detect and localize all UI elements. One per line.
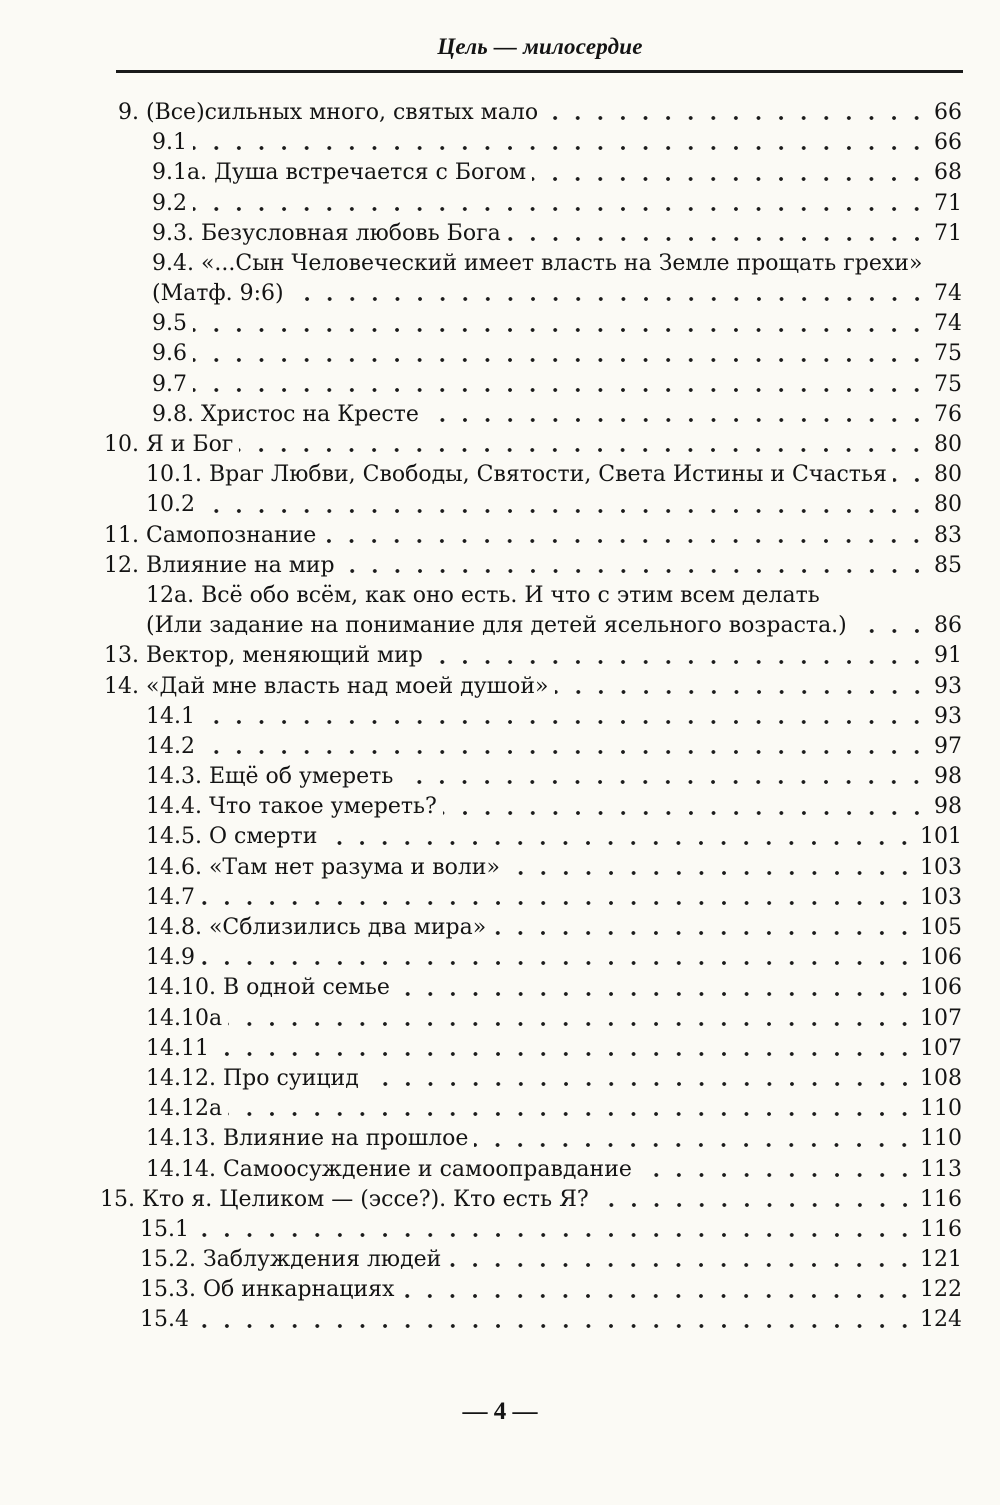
dot-leader (425, 417, 928, 423)
dot-leader (341, 568, 928, 574)
toc-entry-14-2[interactable] (0, 732, 1000, 762)
toc-entry-14-6[interactable] (0, 853, 1000, 883)
table-of-contents (0, 98, 1000, 1336)
toc-entry-9-1a[interactable] (0, 158, 1000, 188)
toc-page-number: 91 (934, 643, 962, 669)
toc-entry-14-7[interactable] (0, 883, 1000, 913)
toc-entry-title: 9.6 (152, 339, 191, 369)
toc-entry-title: 14.9 (146, 943, 199, 973)
dot-leader (544, 115, 928, 121)
toc-entry-title: 15.1 (140, 1215, 193, 1245)
toc-page-number: 97 (934, 733, 962, 759)
toc-entry-13[interactable] (0, 641, 1000, 671)
dot-leader (638, 1172, 916, 1178)
toc-page-number: 107 (920, 1005, 962, 1031)
dot-leader (893, 477, 928, 483)
dot-leader (193, 357, 928, 363)
dot-leader (555, 689, 929, 695)
toc-page-number: 76 (934, 401, 962, 427)
toc-entry-14-1[interactable] (0, 702, 1000, 732)
toc-entry-title: 14.12а (146, 1094, 226, 1124)
dot-leader (193, 206, 928, 212)
toc-page-number: 122 (920, 1277, 962, 1303)
toc-page-number: 103 (920, 854, 962, 880)
toc-page-number: 98 (934, 794, 962, 820)
toc-entry-14-4[interactable] (0, 792, 1000, 822)
dot-leader (443, 810, 928, 816)
dot-leader (195, 1323, 916, 1329)
toc-page-number: 106 (920, 945, 962, 971)
toc-page-number: 103 (920, 884, 962, 910)
dot-leader (507, 236, 928, 242)
toc-page-number: 110 (920, 1126, 962, 1152)
toc-entry-9[interactable] (0, 98, 1000, 128)
toc-page-number: 68 (934, 160, 962, 186)
toc-entry-title: 9.8. Христос на Кресте (152, 400, 423, 430)
toc-entry-title: 9.1 (152, 128, 191, 158)
toc-entry-10-1[interactable] (0, 460, 1000, 490)
toc-entry-14[interactable] (0, 672, 1000, 702)
toc-page-number: 116 (920, 1186, 962, 1212)
toc-entry-9-7[interactable] (0, 370, 1000, 400)
toc-entry-title: 14.8. «Сблизились два мира» (146, 913, 490, 943)
toc-entry-title: 12. Влияние на мир (104, 551, 339, 581)
toc-entry-15-3[interactable] (0, 1275, 1000, 1305)
toc-page-number: 66 (934, 130, 962, 156)
toc-entry-14-9[interactable] (0, 943, 1000, 973)
dot-leader (474, 1142, 916, 1148)
toc-entry-title: 15.3. Об инкарнациях (140, 1275, 398, 1305)
toc-entry-title: 12а. Всё обо всём, как оно есть. И что с этим всем делать (146, 583, 820, 608)
toc-entry-9-3[interactable] (0, 219, 1000, 249)
toc-entry-title: 9.3. Безусловная любовь Бога (152, 219, 505, 249)
toc-entry-11[interactable] (0, 521, 1000, 551)
dot-leader (322, 538, 928, 544)
toc-entry-title: 14. «Дай мне власть над моей душой» (104, 672, 553, 702)
toc-entry-title: 9.2 (152, 189, 191, 219)
dot-leader (201, 900, 916, 906)
toc-entry-title: 14.13. Влияние на прошлое (146, 1124, 472, 1154)
toc-entry-9-4-title-line[interactable] (0, 249, 1000, 279)
toc-entry-title: 15.4 (140, 1305, 193, 1335)
toc-entry-title: 14.1 (146, 702, 199, 732)
toc-entry-15[interactable] (0, 1185, 1000, 1215)
dot-leader (228, 1021, 916, 1027)
toc-entry-14-3[interactable] (0, 762, 1000, 792)
toc-entry-title: 10. Я и Бог (104, 430, 237, 460)
toc-entry-9-4[interactable] (0, 279, 1000, 309)
dot-leader (201, 749, 928, 755)
toc-entry-title: 15. Кто я. Целиком — (эссе?). Кто есть Я? (100, 1185, 593, 1215)
toc-entry-title: 14.2 (146, 732, 199, 762)
toc-entry-15-2[interactable] (0, 1245, 1000, 1275)
toc-page-number: 83 (934, 522, 962, 548)
toc-entry-14-12[interactable] (0, 1064, 1000, 1094)
toc-entry-title: 10.2 (146, 490, 199, 520)
dot-leader (447, 1262, 916, 1268)
toc-page-number: 71 (934, 190, 962, 216)
dot-leader (201, 508, 928, 514)
dot-leader (290, 296, 928, 302)
toc-entry-14-8[interactable] (0, 913, 1000, 943)
dot-leader (193, 145, 928, 151)
toc-page-number: 71 (934, 220, 962, 246)
toc-entry-12[interactable] (0, 551, 1000, 581)
dot-leader (506, 870, 916, 876)
toc-page-number: 107 (920, 1035, 962, 1061)
toc-page-number: 101 (920, 824, 962, 850)
toc-page-number: 108 (920, 1065, 962, 1091)
dot-leader (595, 1202, 916, 1208)
toc-entry-title: 9.4. «...Сын Человеческий имеет власть на Земле прощать грехи» (152, 250, 923, 276)
toc-entry-title: 15.2. Заблуждения людей (140, 1245, 445, 1275)
toc-entry-title: 14.14. Самоосуждение и самооправдание (146, 1155, 636, 1185)
toc-page-number: 86 (934, 613, 962, 639)
toc-entry-9-2[interactable] (0, 189, 1000, 219)
dot-leader (215, 1051, 916, 1057)
toc-page-number: 66 (934, 99, 962, 125)
page-number: — 4 — (462, 1398, 538, 1425)
toc-page-number: 106 (920, 975, 962, 1001)
toc-page-number: 105 (920, 915, 962, 941)
dot-leader (396, 991, 916, 997)
toc-page-number: 113 (920, 1156, 962, 1182)
toc-entry-14-12a[interactable] (0, 1094, 1000, 1124)
header-rule (116, 70, 963, 73)
toc-entry-14-13[interactable] (0, 1124, 1000, 1154)
dot-leader (195, 1232, 916, 1238)
dot-leader (201, 719, 928, 725)
dot-leader (193, 327, 928, 333)
toc-page-number: 74 (934, 311, 962, 337)
toc-page-number: 75 (934, 371, 962, 397)
toc-entry-14-5[interactable] (0, 823, 1000, 853)
toc-entry-15-4[interactable] (0, 1306, 1000, 1336)
toc-entry-title: 11. Самопознание (104, 521, 320, 551)
toc-entry-title: 14.3. Ещё об умереть (146, 762, 397, 792)
toc-entry-title: 14.10а (146, 1004, 226, 1034)
dot-leader (492, 930, 916, 936)
toc-page-number: 124 (920, 1307, 962, 1333)
toc-entry-title: 14.10. В одной семье (146, 973, 394, 1003)
toc-entry-14-10a[interactable] (0, 1004, 1000, 1034)
toc-entry-title-continued: (Или задание на понимание для детей ясельного возраста.) (146, 611, 851, 641)
toc-entry-12a[interactable] (0, 611, 1000, 641)
toc-entry-title: 14.5. О смерти (146, 822, 321, 852)
toc-entry-title: 9.7 (152, 370, 191, 400)
toc-entry-title: 14.6. «Там нет разума и воли» (146, 853, 504, 883)
toc-page-number: 80 (934, 432, 962, 458)
dot-leader (201, 960, 916, 966)
running-head-title: Цель — милосердие (437, 34, 643, 59)
toc-entry-title: 10.1. Враг Любви, Свободы, Святости, Света Истины и Счастья (146, 460, 891, 490)
toc-entry-10-2[interactable] (0, 490, 1000, 520)
toc-page-number: 110 (920, 1096, 962, 1122)
dot-leader (228, 1111, 916, 1117)
toc-page-number: 85 (934, 552, 962, 578)
toc-entry-9-5[interactable] (0, 309, 1000, 339)
toc-entry-14-10[interactable] (0, 973, 1000, 1003)
toc-entry-title: 9. (Все)сильных много, святых мало (118, 98, 542, 128)
dot-leader (399, 779, 928, 785)
toc-page-number: 80 (934, 462, 962, 488)
toc-entry-12a-title-line[interactable] (0, 581, 1000, 611)
toc-page-number: 121 (920, 1247, 962, 1273)
dot-leader (429, 659, 928, 665)
toc-entry-title: 14.11 (146, 1034, 213, 1064)
toc-entry-14-11[interactable] (0, 1034, 1000, 1064)
dot-leader (323, 840, 916, 846)
toc-page-number: 93 (934, 673, 962, 699)
toc-entry-title: 9.5 (152, 309, 191, 339)
toc-entry-9-8[interactable] (0, 400, 1000, 430)
toc-entry-title: 13. Вектор, меняющий мир (104, 641, 427, 671)
dot-leader (365, 1081, 916, 1087)
toc-entry-title: 14.12. Про суицид (146, 1064, 363, 1094)
toc-page-number: 116 (920, 1216, 962, 1242)
toc-entry-title: 14.4. Что такое умереть? (146, 792, 441, 822)
toc-entry-title-continued: (Матф. 9:6) (152, 279, 288, 309)
toc-page-number: 75 (934, 341, 962, 367)
toc-entry-title: 14.7 (146, 883, 199, 913)
toc-page-number: 80 (934, 492, 962, 518)
dot-leader (400, 1293, 916, 1299)
dot-leader (532, 176, 928, 182)
toc-page-number: 98 (934, 764, 962, 790)
dot-leader (853, 628, 928, 634)
toc-entry-title: 9.1а. Душа встречается с Богом (152, 158, 530, 188)
toc-entry-9-6[interactable] (0, 340, 1000, 370)
toc-entry-9-1[interactable] (0, 128, 1000, 158)
dot-leader (193, 387, 928, 393)
toc-entry-14-14[interactable] (0, 1155, 1000, 1185)
toc-entry-15-1[interactable] (0, 1215, 1000, 1245)
dot-leader (239, 447, 928, 453)
toc-entry-10[interactable] (0, 430, 1000, 460)
toc-page-number: 93 (934, 703, 962, 729)
toc-page-number: 74 (934, 281, 962, 307)
